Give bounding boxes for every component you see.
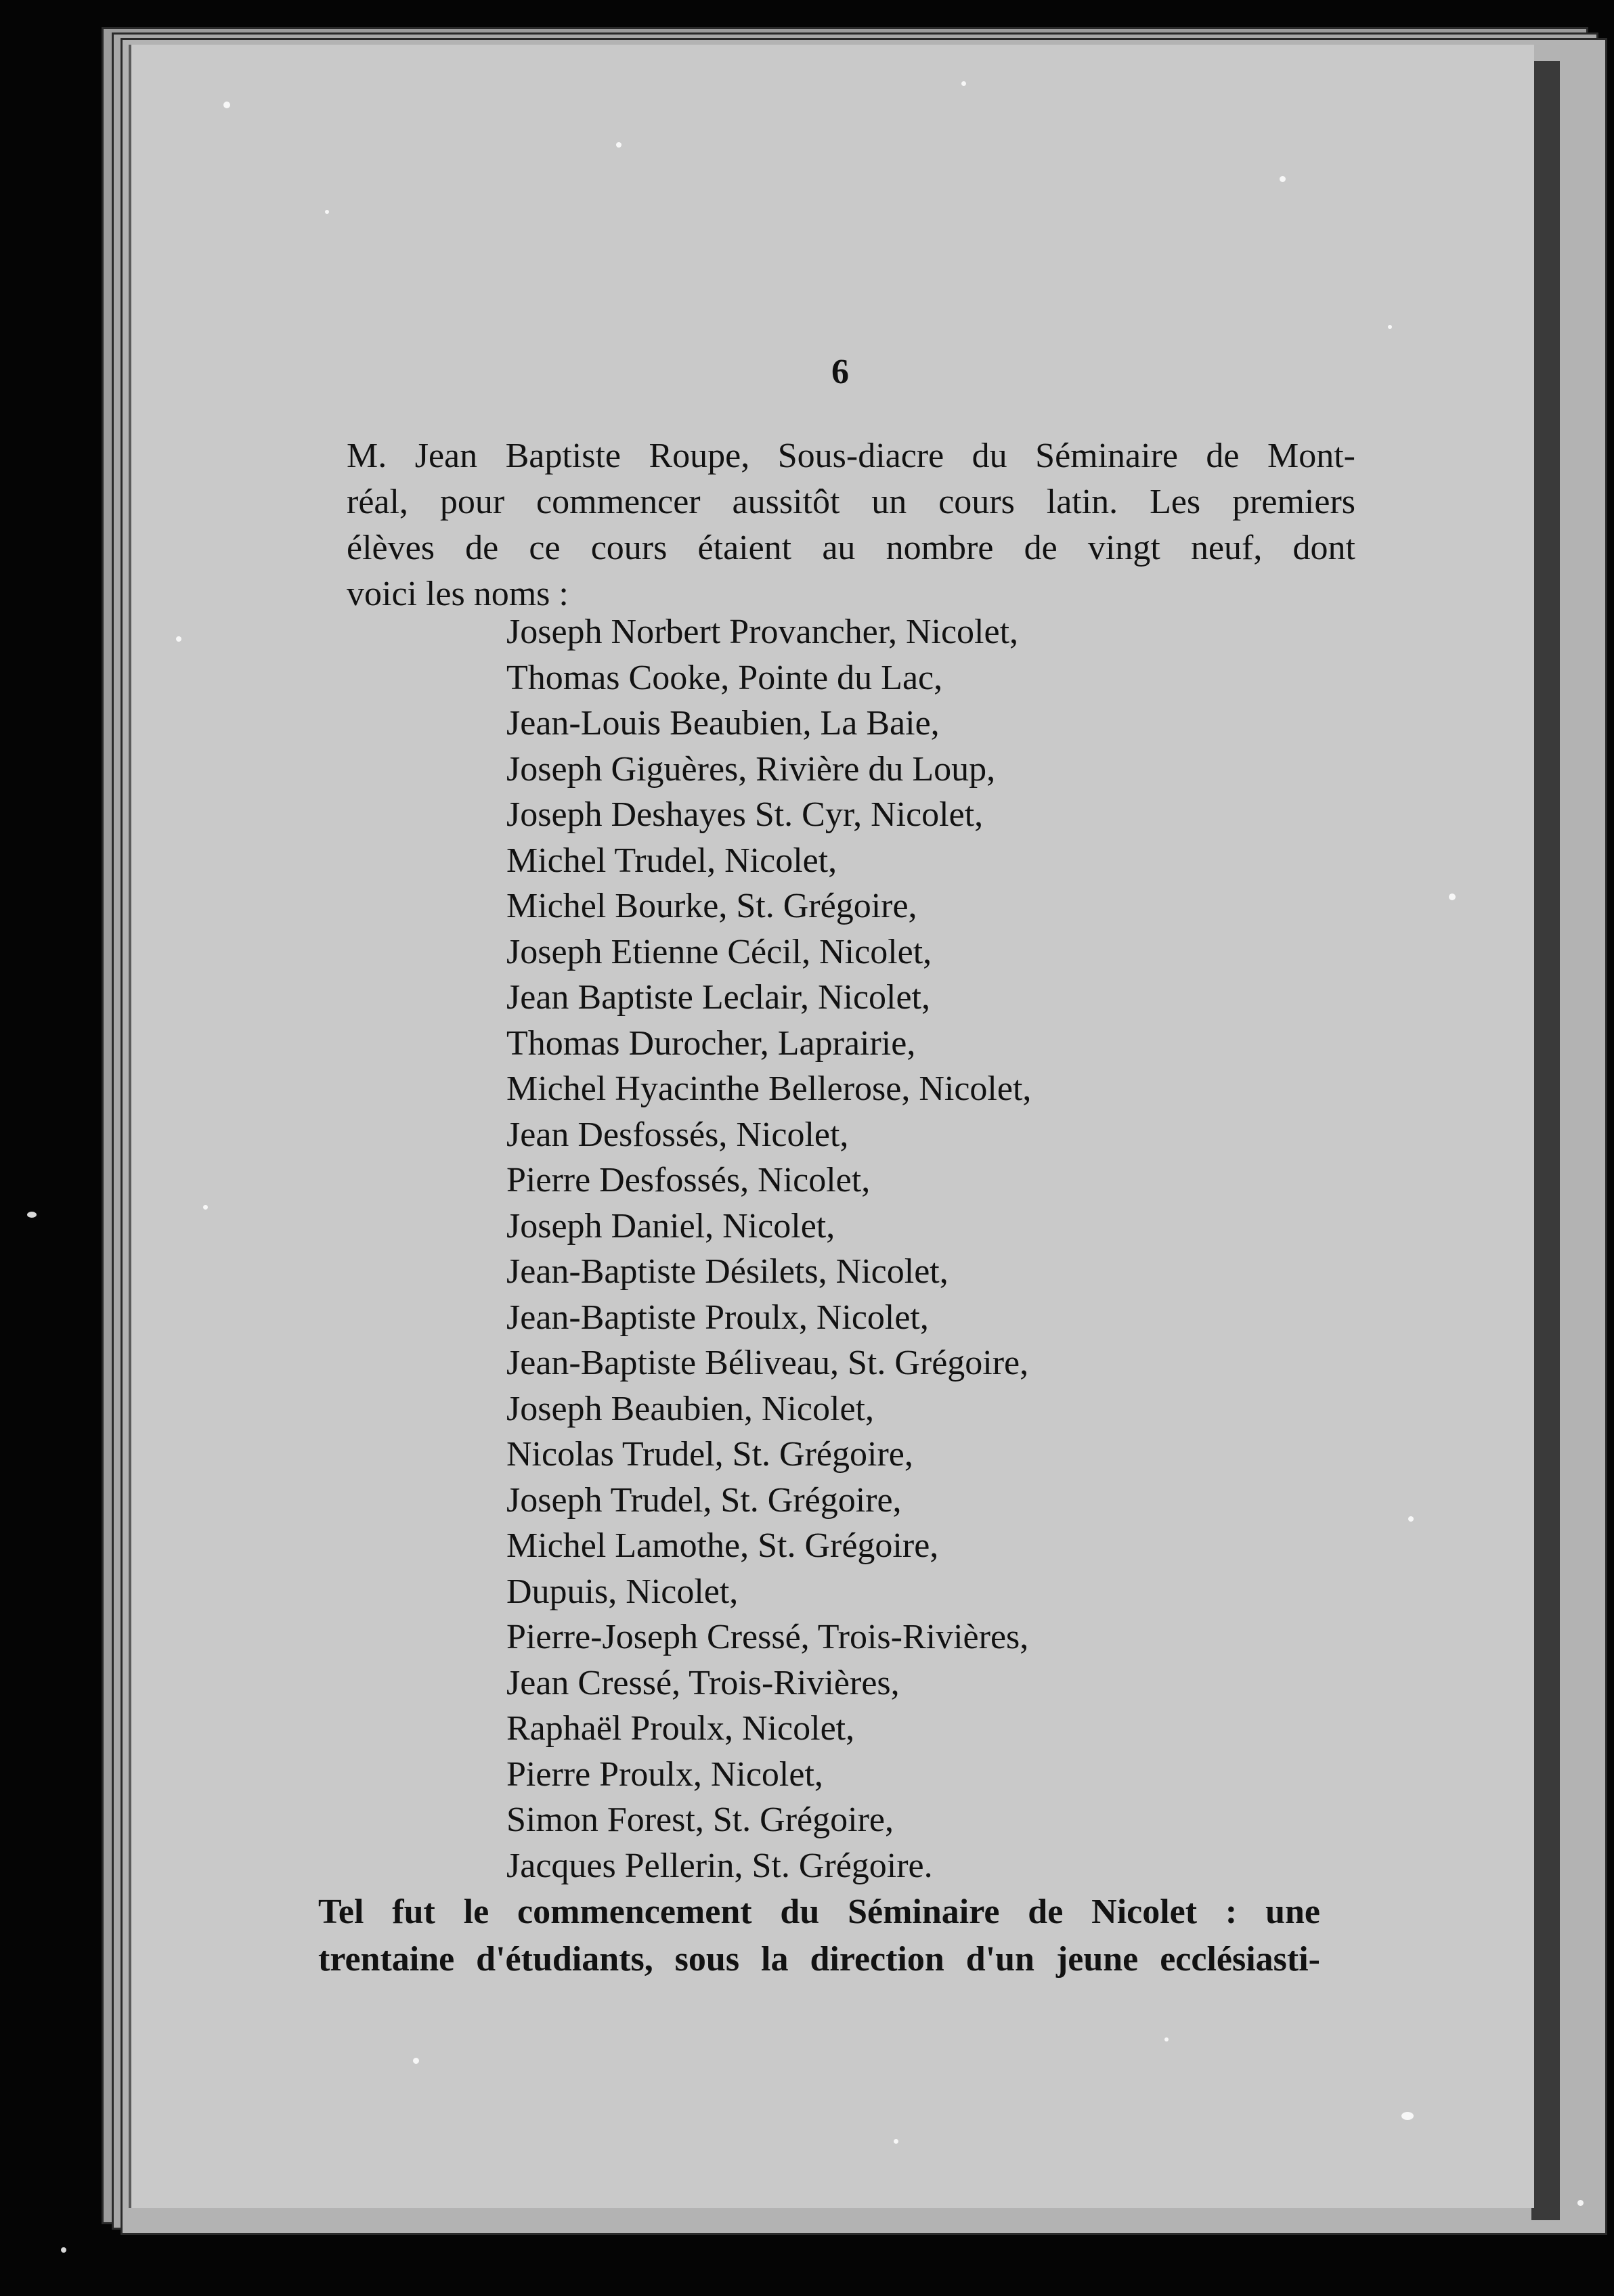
dust-speck	[1388, 325, 1392, 329]
dust-speck	[203, 1205, 208, 1210]
dust-speck	[413, 2058, 419, 2064]
list-item: Jean-Baptiste Proulx, Nicolet,	[506, 1298, 929, 1337]
dust-speck	[1449, 893, 1456, 900]
dust-speck	[1164, 2037, 1169, 2041]
dust-speck	[894, 2139, 898, 2144]
list-item: Jean Desfossés, Nicolet,	[506, 1115, 849, 1154]
dust-speck	[616, 142, 621, 148]
text-line: trentaine d'étudiants, sous la direction d'un jeune ecclésiasti-	[318, 1940, 1320, 1979]
list-item: Raphaël Proulx, Nicolet,	[506, 1709, 855, 1748]
list-item: Pierre Proulx, Nicolet,	[506, 1754, 823, 1794]
closing-paragraph	[318, 1889, 1320, 1983]
list-item: Joseph Etienne Cécil, Nicolet,	[506, 932, 932, 971]
text-line: Tel fut le commencement du Séminaire de Nicolet : une	[318, 1893, 1320, 1931]
list-item: Joseph Deshayes St. Cyr, Nicolet,	[506, 795, 984, 834]
list-item: Jean-Baptiste Désilets, Nicolet,	[506, 1252, 948, 1291]
list-item: Jean-Baptiste Béliveau, St. Grégoire,	[506, 1344, 1029, 1382]
intro-paragraph	[347, 433, 1355, 617]
list-item: Joseph Trudel, St. Grégoire,	[506, 1480, 902, 1520]
dust-speck	[1280, 176, 1286, 182]
list-item: Jean Baptiste Leclair, Nicolet,	[506, 978, 931, 1017]
list-item: Joseph Giguères, Rivière du Loup,	[506, 749, 996, 789]
list-item: Pierre Desfossés, Nicolet,	[506, 1161, 871, 1199]
list-item: Michel Bourke, St. Grégoire,	[506, 887, 917, 925]
list-item: Michel Hyacinthe Bellerose, Nicolet,	[506, 1069, 1032, 1108]
text-line: élèves de ce cours étaient au nombre de vingt neuf, dont	[347, 529, 1355, 567]
text-line: M. Jean Baptiste Roupe, Sous-diacre du Séminaire de Mont-	[347, 437, 1355, 475]
text-line: voici les noms :	[347, 575, 569, 613]
dust-speck	[1408, 1516, 1414, 1522]
dust-speck	[61, 2247, 66, 2253]
list-item: Dupuis, Nicolet,	[506, 1572, 739, 1611]
list-item: Simon Forest, St. Grégoire,	[506, 1801, 894, 1839]
dust-speck	[961, 81, 966, 86]
list-item: Michel Trudel, Nicolet,	[506, 841, 837, 880]
text-line: réal, pour commencer aussitôt un cours latin. Les premiers	[347, 483, 1355, 521]
list-item: Joseph Daniel, Nicolet,	[506, 1206, 835, 1245]
dust-speck	[1577, 2200, 1584, 2206]
dust-speck	[176, 636, 181, 642]
list-item: Joseph Norbert Provancher, Nicolet,	[506, 613, 1019, 651]
list-item: Jean Cressé, Trois-Rivières,	[506, 1663, 900, 1702]
list-item: Thomas Durocher, Laprairie,	[506, 1023, 916, 1063]
dust-speck	[223, 102, 230, 108]
dust-speck	[1401, 2112, 1414, 2120]
list-item: Thomas Cooke, Pointe du Lac,	[506, 658, 943, 697]
list-item: Pierre-Joseph Cressé, Trois-Rivières,	[506, 1618, 1029, 1656]
list-item: Joseph Beaubien, Nicolet,	[506, 1389, 874, 1428]
page-number: 6	[831, 353, 849, 391]
dust-speck	[325, 210, 329, 214]
list-item: Jean-Louis Beaubien, La Baie,	[506, 704, 940, 743]
student-name-list	[506, 609, 1319, 1889]
dust-speck	[27, 1212, 37, 1218]
list-item: Jacques Pellerin, St. Grégoire.	[506, 1846, 933, 1885]
binding-shadow	[1531, 61, 1560, 2220]
list-item: Michel Lamothe, St. Grégoire,	[506, 1526, 939, 1565]
list-item: Nicolas Trudel, St. Grégoire,	[506, 1435, 913, 1474]
